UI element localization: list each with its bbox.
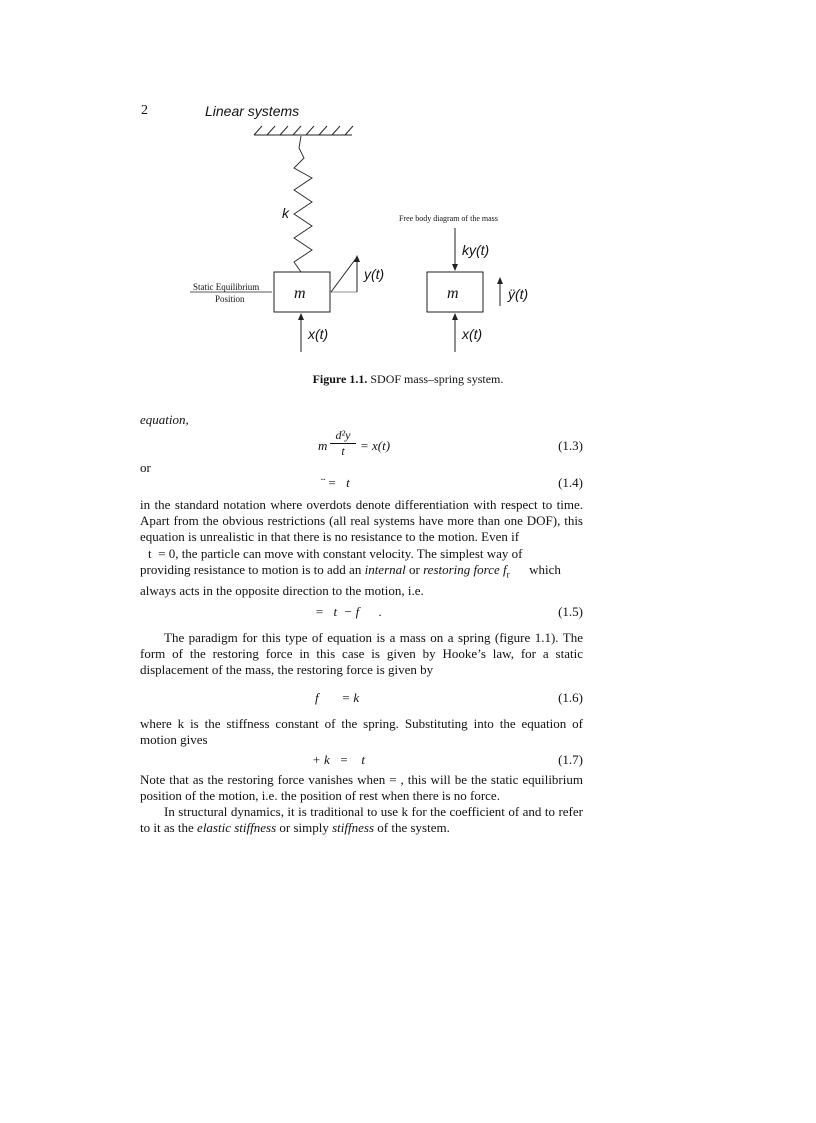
eq17-number: (1.7) [558, 752, 583, 767]
paragraph-1-line-c: providing resistance to motion is to add an internal or restoring force $f_r$ which [140, 561, 561, 580]
paragraph-3: where k is the stiffness constant of the spring. Substituting into the equation of motion gives [140, 716, 583, 748]
eq14-body: ¨ = t [320, 475, 350, 490]
input-label-left: x(t) [308, 326, 329, 342]
position-label: Position [215, 294, 245, 304]
eq13-number: (1.3) [558, 438, 583, 453]
fbd-title: Free body diagram of the mass [399, 214, 498, 223]
eq13-numerator: d²y [330, 428, 356, 444]
page-number: 2 [141, 103, 148, 118]
figure-caption [0, 372, 816, 387]
displacement-label: y(t) [364, 266, 385, 282]
paragraph-5: In structural dynamics, it is traditional to use k for the coefficient of and to refer to it as the elastic stiffness or simply stiffness of the system. [140, 804, 583, 836]
sdof-figure [0, 0, 816, 400]
ceiling-hatching [254, 126, 353, 135]
paragraph-1 [140, 497, 583, 599]
eq14-number: (1.4) [558, 475, 583, 490]
paragraph-1-text: in the standard notation where overdots denote differentiation with respect to time. Apart from the obvious restrictions (all real systems have more than one DOF), this equation is unrealistic in that there is no resistance to the motion. Even if [140, 497, 583, 545]
fbd-spring-force-label: ky(t) [462, 242, 490, 258]
running-title: Linear systems [205, 103, 300, 119]
paragraph-2: The paradigm for this type of equation is a mass on a spring (figure 1.1). The form of the restoring force in this case is given by Hooke’s law, for a static displacement of the mass, the restoring force is given by [140, 630, 583, 678]
eq15-number: (1.5) [558, 604, 583, 619]
mass-label: m [294, 285, 306, 302]
or-text: or [140, 460, 151, 475]
eq13-denominator: t [341, 444, 345, 458]
eq16-number: (1.6) [558, 690, 583, 705]
eq16-body: f = k [315, 690, 360, 705]
spring [294, 136, 312, 272]
caption-label: Figure 1.1. [312, 372, 368, 386]
eq17-body: + k = t [312, 752, 365, 767]
fbd-accel-label: ÿ(t) [508, 286, 529, 302]
paragraph-1-line-d: always acts in the opposite direction to the motion, i.e. [140, 582, 424, 598]
equation-1-3 [140, 428, 583, 462]
eq13-rhs: = x(t) [360, 438, 391, 453]
paragraph-1-line-b: t = 0, the particle can move with constant velocity. The simplest way of [148, 545, 523, 561]
displacement-diagonal [331, 257, 357, 292]
spring-label: k [282, 205, 289, 221]
static-equilibrium-label: Static Equilibrium [193, 282, 260, 292]
caption-text: SDOF mass–spring system. [367, 372, 504, 386]
fbd-mass-label: m [447, 285, 459, 302]
equation-intro: equation, [140, 412, 189, 427]
eq13-m: m [318, 438, 328, 453]
eq15-body: = t − f . [315, 604, 383, 619]
input-label-right: x(t) [462, 326, 483, 342]
displacement-arrowhead [354, 255, 360, 262]
paragraph-4: Note that as the restoring force vanishes when = , this will be the static equilibrium position of the motion, i.e. the position of rest when there is no force. [140, 772, 583, 804]
